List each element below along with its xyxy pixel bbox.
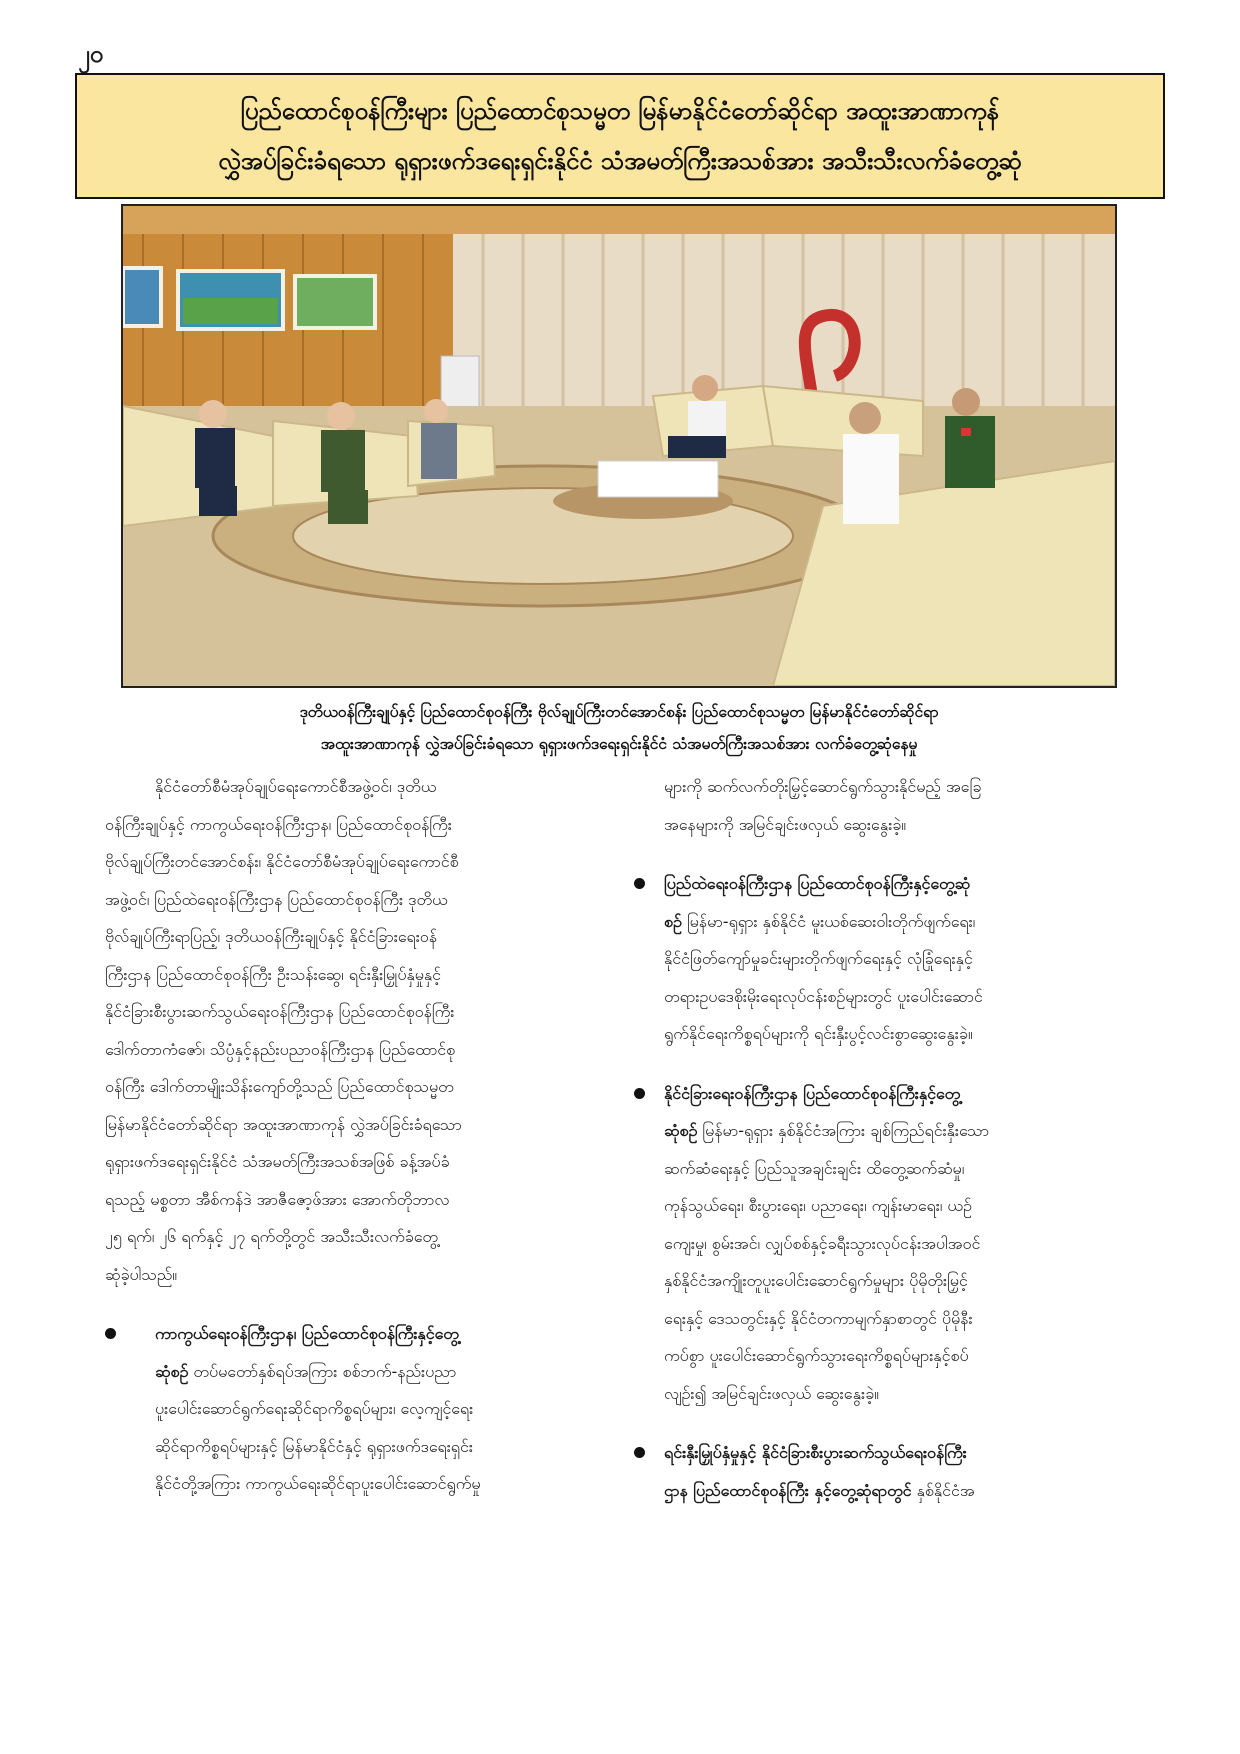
bullet-foreign-affairs bbox=[638, 1075, 1170, 1413]
bullet-home-affairs bbox=[638, 865, 1170, 1053]
bullet-dot-icon bbox=[634, 1447, 645, 1458]
intro-line: ရသည့် မစ္စတာ အီစ်ကန်ဒဲ အာဇီဇော့ဖ်အား အောက်တိုဘာလ bbox=[105, 1189, 450, 1209]
intro-line: ဗိုလ်ချုပ်ကြီးရာပြည့်၊ ဒုတိယဝန်ကြီးချုပ်နှင့် နိုင်ငံခြားရေးဝန် bbox=[105, 927, 438, 946]
intro-line: ဗိုလ်ချုပ်ကြီးတင်အောင်စန်း၊ နိုင်ငံတော်စီမံအုပ်ချုပ်ရေးကောင်စီ bbox=[105, 852, 459, 871]
photo-caption bbox=[121, 696, 1117, 760]
bullet-heading: ဆုံစဉ် bbox=[155, 1361, 189, 1381]
bullet-defence bbox=[105, 1315, 635, 1503]
bullet-text: နိုင်ငံတို့အကြား ကာကွယ်ရေးဆိုင်ရာပူးပေါင်းဆောင်ရွက်မှု bbox=[155, 1474, 481, 1493]
bullet-text: ရေးနှင့် ဒေသတွင်းနှင့် နိုင်ငံတကာမျက်နှာစာတွင် ပိုမိုနီး bbox=[664, 1308, 973, 1328]
continued-text: များကို ဆက်လက်တိုးမြှင့်ဆောင်ရွက်သွားနိုင်မည့် အခြေ bbox=[664, 777, 982, 796]
meeting-photo bbox=[121, 204, 1117, 688]
headline-line-1: ပြည်ထောင်စုဝန်ကြီးများ ပြည်ထောင်စုသမ္မတ မြန်မာနိုင်ငံတော်ဆိုင်ရာ အထူးအာဏာကုန် bbox=[240, 97, 1000, 125]
continued-text: အနေများကို အမြင်ချင်းဖလှယ် ဆွေးနွေးခဲ့။ bbox=[664, 814, 907, 834]
intro-line: ဆုံခဲ့ပါသည်။ bbox=[105, 1264, 178, 1284]
bullet-text: ပူးပေါင်းဆောင်ရွက်ရေးဆိုင်ရာကိစ္စရပ်များ၊ လေ့ကျင့်ရေး bbox=[155, 1399, 474, 1418]
intro-line: ရုရှားဖက်ဒရေးရှင်းနိုင်ငံ သံအမတ်ကြီးအသစ်အဖြစ် ခန့်အပ်ခံ bbox=[105, 1152, 450, 1171]
intro-line: ၂၅ ရက်၊ ၂၆ ရက်နှင့် ၂၇ ရက်တို့တွင် အသီးသီးလက်ခံတွေ့ bbox=[105, 1227, 438, 1246]
right-column bbox=[638, 768, 1170, 1509]
page-number: ၂၀ bbox=[78, 40, 104, 68]
bullet-text: ကပ်စွာ ပူးပေါင်းဆောင်ရွက်သွားရေးကိစ္စရပ်များနှင့်စပ် bbox=[664, 1346, 969, 1365]
bullet-text: တပ်မတော်နှစ်ရပ်အကြား စစ်ဘက်-နည်းပညာ bbox=[188, 1361, 457, 1381]
bullet-text: မြန်မာ-ရုရှား နှစ်နိုင်ငံအကြား ချစ်ကြည်ရင်းနှီးသော bbox=[697, 1121, 990, 1140]
bullet-heading: နိုင်ငံခြားရေးဝန်ကြီးဌာန ပြည်ထောင်စုဝန်ကြီးနှင့်တွေ့ bbox=[664, 1083, 961, 1103]
bullet-dot-icon bbox=[634, 1088, 645, 1099]
intro-line: ကြီးဌာန ပြည်ထောင်စုဝန်ကြီး ဦးသန်းဆွေ၊ ရင်းနှီးမြှုပ်နှံမှုနှင့် bbox=[105, 964, 442, 984]
bullet-text: နိုင်ငံဖြတ်ကျော်မှုခင်းများတိုက်ဖျက်ရေးနှင့် လုံခြုံရေးနှင့် bbox=[664, 949, 973, 968]
bullet-heading: ရင်းနှီးမြှုပ်နှံမှုနှင့် နိုင်ငံခြားစီးပွားဆက်သွယ်ရေးဝန်ကြီး bbox=[664, 1443, 967, 1462]
intro-line: အဖွဲ့ဝင်၊ ပြည်ထဲရေးဝန်ကြီးဌာန ပြည်ထောင်စုဝန်ကြီး ဒုတိယ bbox=[105, 889, 448, 909]
bullet-heading: ကာကွယ်ရေးဝန်ကြီးဌာန၊ ပြည်ထောင်စုဝန်ကြီးနှင့်တွေ့ bbox=[155, 1324, 459, 1343]
left-column bbox=[105, 768, 635, 1503]
intro-line: နိုင်ငံခြားစီးပွားဆက်သွယ်ရေးဝန်ကြီးဌာန ပြည်ထောင်စုဝန်ကြီး bbox=[105, 1002, 455, 1021]
bullet-text: ရွက်နိုင်ရေးကိစ္စရပ်များကို ရင်းနှီးပွင့်လင်းစွာဆွေးနွေးခဲ့။ bbox=[664, 1024, 973, 1043]
intro-line: နိုင်ငံတော်စီမံအုပ်ချုပ်ရေးကောင်စီအဖွဲ့ဝင်၊ ဒုတိယ bbox=[155, 777, 437, 796]
bullet-text: လျဉ်း၍ အမြင်ချင်းဖလှယ် ဆွေးနွေးခဲ့။ bbox=[664, 1383, 879, 1403]
bullet-text: နှစ်နိုင်ငံအ bbox=[911, 1480, 975, 1500]
headline-line-2: လွှဲအပ်ခြင်းခံရသော ရုရှားဖက်ဒရေးရှင်းနိုင်ငံ သံအမတ်ကြီးအသစ်အား အသီးသီးလက်ခံတွေ့ဆုံ bbox=[218, 147, 1022, 175]
bullet-heading: စဉ် bbox=[664, 911, 682, 931]
headline-box bbox=[75, 73, 1165, 199]
intro-line: ဒေါက်တာကံဇော်၊ သိပ္ပံနှင့်နည်းပညာဝန်ကြီးဌာန ပြည်ထောင်စု bbox=[105, 1039, 456, 1059]
caption-line-2: အထူးအာဏာကုန် လွှဲအပ်ခြင်းခံရသော ရုရှားဖက်ဒရေးရှင်းနိုင်ငံ သံအမတ်ကြီးအသစ်အား လက်ခံတွေ့ဆုံနေမှု bbox=[320, 735, 918, 753]
bullet-text: ကုန်သွယ်ရေး၊ စီးပွားရေး၊ ပညာရေး၊ ကျန်းမာရေး၊ ယဉ် bbox=[664, 1196, 972, 1215]
bullet-dot-icon bbox=[634, 878, 645, 889]
caption-line-1: ဒုတိယဝန်ကြီးချုပ်နှင့် ပြည်ထောင်စုဝန်ကြီး ဗိုလ်ချုပ်ကြီးတင်အောင်စန်း ပြည်ထောင်စုသမ္မတ မြန်မာနိုင်ငံတော်ဆိုင်ရာ bbox=[299, 703, 939, 721]
bullet-text: ဆက်ဆံရေးနှင့် ပြည်သူအချင်းချင်း ထိတွေ့ဆက်ဆံမှု၊ bbox=[664, 1158, 965, 1178]
bullet-text: နှစ်နိုင်ငံအကျိုးတူပူးပေါင်းဆောင်ရွက်မှုများ ပိုမိုတိုးမြှင့် bbox=[664, 1271, 968, 1290]
bullet-heading: ဆုံစဉ် bbox=[664, 1121, 698, 1140]
bullet-heading: ဌာန ပြည်ထောင်စုဝန်ကြီး နှင့်တွေ့ဆုံရာတွင် bbox=[664, 1480, 912, 1500]
bullet-heading: ပြည်ထဲရေးဝန်ကြီးဌာန ပြည်ထောင်စုဝန်ကြီးနှင့်တွေ့ဆုံ bbox=[664, 874, 971, 893]
intro-line: ဝန်ကြီးချုပ်နှင့် ကာကွယ်ရေးဝန်ကြီးဌာန၊ ပြည်ထောင်စုဝန်ကြီး bbox=[105, 814, 452, 834]
intro-line: မြန်မာနိုင်ငံတော်ဆိုင်ရာ အထူးအာဏာကုန် လွှဲအပ်ခြင်းခံရသော bbox=[105, 1114, 462, 1134]
bullet-text: ကျေးမှု၊ စွမ်းအင်၊ လျှပ်စစ်နှင့်ခရီးသွားလုပ်ငန်းအပါအဝင် bbox=[664, 1233, 981, 1253]
intro-line: ဝန်ကြီး ဒေါက်တာမျိုးသိန်းကျော်တို့သည် ပြည်ထောင်စုသမ္မတ bbox=[105, 1077, 454, 1096]
bullet-text: တရားဥပဒေစိုးမိုးရေးလုပ်ငန်းစဉ်များတွင် ပူးပေါင်းဆောင် bbox=[664, 986, 983, 1006]
bullet-text: ဆိုင်ရာကိစ္စရပ်များနှင့် မြန်မာနိုင်ငံနှင့် ရုရှားဖက်ဒရေးရှင်း bbox=[155, 1436, 473, 1456]
bullet-investment bbox=[638, 1434, 1170, 1509]
bullet-dot-icon bbox=[105, 1328, 116, 1339]
bullet-text: မြန်မာ-ရုရှား နှစ်နိုင်ငံ မူးယစ်ဆေးဝါးတိုက်ဖျက်ရေး၊ bbox=[681, 911, 976, 931]
